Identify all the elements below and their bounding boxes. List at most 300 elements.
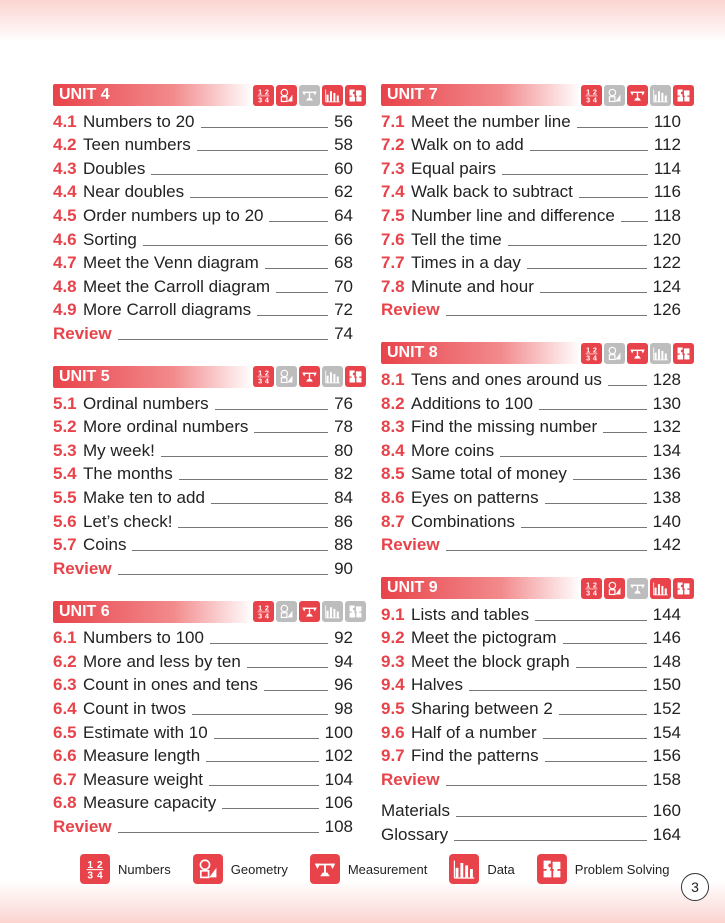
top-gradient-band xyxy=(0,0,725,42)
data-icon xyxy=(322,85,343,106)
lesson-title: Sharing between 2 xyxy=(411,699,553,719)
toc-row-8.4[interactable] xyxy=(381,437,681,461)
toc-row-9.7[interactable] xyxy=(381,743,681,767)
lesson-title: Doubles xyxy=(83,158,146,178)
legend-item-measurement xyxy=(310,854,427,884)
toc-row-5.1[interactable] xyxy=(53,390,353,414)
lesson-number: 9.2 xyxy=(381,628,405,648)
page-ref: 128 xyxy=(652,369,681,389)
leader-line xyxy=(621,221,648,222)
lesson-title: Sorting xyxy=(83,229,137,249)
lesson-title: Measure weight xyxy=(83,769,204,789)
back-matter xyxy=(381,798,681,845)
toc-column-right xyxy=(381,84,681,845)
toc-row-review-unit-7[interactable] xyxy=(381,297,681,321)
lesson-number: 4.2 xyxy=(53,135,77,155)
svg-text:1: 1 xyxy=(258,87,263,97)
page-ref: 150 xyxy=(652,675,681,695)
toc-row-4.9[interactable] xyxy=(53,297,353,321)
lesson-title: More coins xyxy=(411,440,495,460)
leader-line xyxy=(132,550,328,551)
page-ref: 114 xyxy=(653,158,681,178)
leader-line xyxy=(222,808,318,809)
unit-title[interactable]: UNIT 6 xyxy=(53,601,253,623)
unit-section-8 xyxy=(381,342,681,555)
leader-line xyxy=(508,245,647,246)
toc-row-4.6[interactable] xyxy=(53,226,353,250)
unit-section-5 xyxy=(53,366,353,579)
lesson-title: Same total of money xyxy=(411,464,567,484)
leader-line xyxy=(608,385,647,386)
leader-line xyxy=(446,550,647,551)
leader-line xyxy=(247,667,328,668)
toc-row-4.5[interactable] xyxy=(53,202,353,226)
lesson-title: More Carroll diagrams xyxy=(83,300,252,320)
lesson-title: Numbers to 20 xyxy=(83,111,195,131)
toc-row-review-unit-5[interactable] xyxy=(53,555,353,579)
toc-row-5.6[interactable] xyxy=(53,508,353,532)
lesson-number: 7.7 xyxy=(381,253,405,273)
review-label: Review xyxy=(381,535,440,555)
page-ref: 144 xyxy=(652,604,681,624)
leader-line xyxy=(192,714,328,715)
lesson-number: 4.9 xyxy=(53,300,77,320)
page-ref: 152 xyxy=(652,699,681,719)
lesson-title: Meet the block graph xyxy=(411,651,570,671)
unit-title[interactable]: UNIT 4 xyxy=(53,84,253,106)
toc-row-7.2[interactable] xyxy=(381,132,681,156)
lesson-title: Additions to 100 xyxy=(411,393,533,413)
lesson-number: 9.5 xyxy=(381,699,405,719)
measurement-icon xyxy=(627,343,648,364)
lesson-title: Meet the pictogram xyxy=(411,628,557,648)
toc-row-4.8[interactable] xyxy=(53,273,353,297)
page-ref: 100 xyxy=(324,722,353,742)
toc-row-review-unit-8[interactable] xyxy=(381,532,681,556)
lesson-number: 8.5 xyxy=(381,464,405,484)
page-ref: 160 xyxy=(652,801,681,821)
svg-text:4: 4 xyxy=(96,870,103,881)
page-ref: 142 xyxy=(652,535,681,555)
review-label: Review xyxy=(381,300,440,320)
page-ref: 60 xyxy=(334,158,353,178)
lesson-number: 8.3 xyxy=(381,417,405,437)
numbers-icon xyxy=(253,85,274,106)
toc-row-7.5[interactable] xyxy=(381,202,681,226)
lesson-number: 7.8 xyxy=(381,276,405,296)
leader-line xyxy=(118,832,319,833)
lesson-title: My week! xyxy=(83,440,155,460)
unit-section-6 xyxy=(53,601,353,837)
svg-text:3: 3 xyxy=(258,611,263,621)
svg-text:2: 2 xyxy=(592,345,597,355)
leader-line xyxy=(446,785,647,786)
page-ref: 66 xyxy=(334,229,353,249)
svg-text:2: 2 xyxy=(592,580,597,590)
page-ref: 82 xyxy=(334,464,353,484)
lesson-title: Let’s check! xyxy=(83,511,173,531)
lesson-number: 6.6 xyxy=(53,746,77,766)
lesson-number: 9.7 xyxy=(381,746,405,766)
lesson-title: Tell the time xyxy=(411,229,502,249)
toc-row-6.7[interactable] xyxy=(53,766,353,790)
problem-icon xyxy=(673,343,694,364)
page-ref: 96 xyxy=(334,675,353,695)
lesson-title: More ordinal numbers xyxy=(83,417,249,437)
unit-section-9 xyxy=(381,577,681,790)
leader-line xyxy=(215,409,328,410)
lesson-title: Times in a day xyxy=(411,253,521,273)
numbers-icon xyxy=(80,854,110,884)
toc-row-5.5[interactable] xyxy=(53,484,353,508)
toc-row-9.1[interactable] xyxy=(381,601,681,625)
lesson-title: Numbers to 100 xyxy=(83,628,204,648)
page-ref: 130 xyxy=(652,393,681,413)
toc-row-7.6[interactable] xyxy=(381,226,681,250)
leader-line xyxy=(143,245,328,246)
lesson-title: Walk back to subtract xyxy=(411,182,573,202)
lesson-number: 9.6 xyxy=(381,722,405,742)
lesson-number: 9.1 xyxy=(381,604,405,624)
lesson-number: 7.3 xyxy=(381,158,405,178)
toc-row-9.4[interactable] xyxy=(381,672,681,696)
toc-row-4.4[interactable] xyxy=(53,179,353,203)
lesson-title: The months xyxy=(83,464,173,484)
lesson-number: 5.1 xyxy=(53,393,77,413)
leader-line xyxy=(118,339,328,340)
toc-row-6.8[interactable] xyxy=(53,790,353,814)
problem-icon xyxy=(345,85,366,106)
toc-row-6.4[interactable] xyxy=(53,695,353,719)
numbers-icon xyxy=(253,601,274,622)
lesson-number: 5.3 xyxy=(53,440,77,460)
lesson-number: 8.2 xyxy=(381,393,405,413)
leader-line xyxy=(603,432,646,433)
svg-text:3: 3 xyxy=(87,870,94,881)
lesson-number: 6.8 xyxy=(53,793,77,813)
legend-label: Measurement xyxy=(347,861,428,877)
svg-text:1: 1 xyxy=(586,580,591,590)
page-ref: 112 xyxy=(653,135,681,155)
lesson-title: Lists and tables xyxy=(411,604,530,624)
toc-row-5.2[interactable] xyxy=(53,414,353,438)
page-ref: 136 xyxy=(652,464,681,484)
page-ref: 148 xyxy=(652,651,681,671)
lesson-number: 7.2 xyxy=(381,135,405,155)
toc-row-4.3[interactable] xyxy=(53,155,353,179)
leader-line xyxy=(530,150,648,151)
toc-row-review-unit-6[interactable] xyxy=(53,813,353,837)
svg-text:1: 1 xyxy=(258,369,263,379)
page-ref: 146 xyxy=(652,628,681,648)
lesson-number: 4.6 xyxy=(53,229,77,249)
lesson-number: 7.1 xyxy=(381,111,405,131)
toc-row-9.6[interactable] xyxy=(381,719,681,743)
page-ref: 116 xyxy=(653,182,681,202)
lesson-number: 6.3 xyxy=(53,675,77,695)
legend-label: Problem Solving xyxy=(574,861,670,877)
numbers-icon xyxy=(581,578,602,599)
unit-title[interactable]: UNIT 9 xyxy=(381,577,581,599)
lesson-title: Eyes on patterns xyxy=(411,487,539,507)
geometry-icon xyxy=(604,578,625,599)
lesson-number: 4.5 xyxy=(53,205,77,225)
leader-line xyxy=(545,761,647,762)
toc-row-4.1[interactable] xyxy=(53,108,353,132)
toc-row-7.4[interactable] xyxy=(381,179,681,203)
toc-row-9.2[interactable] xyxy=(381,625,681,649)
page-ref: 132 xyxy=(652,417,681,437)
leader-line xyxy=(573,479,647,480)
measurement-icon xyxy=(627,578,648,599)
leader-line xyxy=(206,761,318,762)
unit-header xyxy=(53,366,353,388)
unit-title[interactable]: UNIT 8 xyxy=(381,342,581,364)
page-ref: 126 xyxy=(652,300,681,320)
page-ref: 92 xyxy=(334,628,353,648)
leader-line xyxy=(257,315,328,316)
toc-row-8.3[interactable] xyxy=(381,414,681,438)
toc-row-glossary[interactable] xyxy=(381,821,681,845)
leader-line xyxy=(161,456,328,457)
unit-section-4 xyxy=(53,84,353,344)
lesson-title: Tens and ones around us xyxy=(411,369,602,389)
lesson-number: 4.4 xyxy=(53,182,77,202)
legend-item-data xyxy=(449,854,514,884)
svg-text:2: 2 xyxy=(592,87,597,97)
lesson-title: Estimate with 10 xyxy=(83,722,208,742)
numbers-icon xyxy=(581,85,602,106)
data-icon xyxy=(322,601,343,622)
page-ref: 134 xyxy=(652,440,681,460)
geometry-icon xyxy=(604,343,625,364)
svg-text:2: 2 xyxy=(96,859,103,871)
svg-text:3: 3 xyxy=(258,94,263,104)
page-ref: 124 xyxy=(652,276,681,296)
page-ref: 138 xyxy=(652,487,681,507)
svg-text:4: 4 xyxy=(592,587,597,597)
leader-line xyxy=(265,268,328,269)
lesson-number: 7.6 xyxy=(381,229,405,249)
lesson-title: Order numbers up to 20 xyxy=(83,205,264,225)
svg-text:1: 1 xyxy=(258,603,263,613)
page-ref: 76 xyxy=(334,393,353,413)
lesson-title: Find the patterns xyxy=(411,746,539,766)
lesson-number: 4.1 xyxy=(53,111,77,131)
svg-text:3: 3 xyxy=(258,376,263,386)
lesson-title: Walk on to add xyxy=(411,135,524,155)
toc-row-6.1[interactable] xyxy=(53,625,353,649)
unit-header xyxy=(381,84,681,106)
page-ref: 62 xyxy=(334,182,353,202)
lesson-title: Teen numbers xyxy=(83,135,191,155)
lesson-title: Make ten to add xyxy=(83,487,205,507)
leader-line xyxy=(454,840,647,841)
toc-row-4.7[interactable] xyxy=(53,250,353,274)
page-ref: 78 xyxy=(334,417,353,437)
page-ref: 80 xyxy=(334,440,353,460)
lesson-number: 4.8 xyxy=(53,276,77,296)
lesson-title: Minute and hour xyxy=(411,276,534,296)
lesson-title: Number line and difference xyxy=(411,205,615,225)
toc-row-6.2[interactable] xyxy=(53,648,353,672)
svg-text:3: 3 xyxy=(586,94,591,104)
toc-row-8.5[interactable] xyxy=(381,461,681,485)
page-ref: 84 xyxy=(334,487,353,507)
page-ref: 90 xyxy=(334,558,353,578)
leader-line xyxy=(527,268,647,269)
page-ref: 104 xyxy=(324,769,353,789)
data-icon xyxy=(449,854,479,884)
lesson-title: Equal pairs xyxy=(411,158,497,178)
legend-label: Numbers xyxy=(118,861,171,877)
lesson-title: Coins xyxy=(83,535,127,555)
problem-icon xyxy=(537,854,567,884)
toc-row-review-unit-4[interactable] xyxy=(53,320,353,344)
lesson-title: Meet the Carroll diagram xyxy=(83,276,271,296)
legend-item-geometry xyxy=(193,854,288,884)
lesson-title: Meet the number line xyxy=(411,111,571,131)
toc-row-5.4[interactable] xyxy=(53,461,353,485)
problem-icon xyxy=(345,366,366,387)
review-label: Review xyxy=(53,558,112,578)
toc-row-7.3[interactable] xyxy=(381,155,681,179)
numbers-icon xyxy=(581,343,602,364)
svg-text:3: 3 xyxy=(586,587,591,597)
page-ref: 70 xyxy=(334,276,353,296)
svg-text:4: 4 xyxy=(264,611,269,621)
measurement-icon xyxy=(299,601,320,622)
svg-text:4: 4 xyxy=(264,376,269,386)
legend-item-problem xyxy=(537,854,670,884)
leader-line xyxy=(521,527,647,528)
lesson-title: Count in twos xyxy=(83,699,186,719)
page-ref: 110 xyxy=(653,111,681,131)
svg-text:4: 4 xyxy=(592,353,597,362)
toc-row-4.2[interactable] xyxy=(53,132,353,156)
toc-row-7.1[interactable] xyxy=(381,108,681,132)
lesson-number: 8.4 xyxy=(381,440,405,460)
leader-line xyxy=(276,292,328,293)
page-ref: 98 xyxy=(334,699,353,719)
data-icon xyxy=(650,578,671,599)
unit-topic-icons xyxy=(581,85,694,106)
leader-line xyxy=(178,527,328,528)
toc-row-7.8[interactable] xyxy=(381,273,681,297)
toc-row-9.5[interactable] xyxy=(381,695,681,719)
lesson-number: 6.4 xyxy=(53,699,77,719)
lesson-number: 9.3 xyxy=(381,651,405,671)
unit-header xyxy=(53,84,353,106)
unit-topic-icons xyxy=(581,343,694,364)
svg-text:2: 2 xyxy=(264,87,269,97)
review-label: Review xyxy=(53,817,112,837)
lesson-number: 9.4 xyxy=(381,675,405,695)
lesson-title: More and less by ten xyxy=(83,651,241,671)
measurement-icon xyxy=(627,85,648,106)
toc-row-5.3[interactable] xyxy=(53,437,353,461)
bottom-gradient-band xyxy=(0,881,725,923)
page-ref: 64 xyxy=(334,205,353,225)
lesson-number: 5.2 xyxy=(53,417,77,437)
legend-label: Data xyxy=(487,861,515,877)
leader-line xyxy=(579,197,648,198)
page-ref: 122 xyxy=(652,253,681,273)
svg-text:1: 1 xyxy=(586,345,591,355)
page-ref: 106 xyxy=(324,793,353,813)
numbers-icon xyxy=(253,366,274,387)
leader-line xyxy=(469,690,647,691)
leader-line xyxy=(446,315,647,316)
page-ref: 56 xyxy=(334,111,353,131)
lesson-title: Ordinal numbers xyxy=(83,393,209,413)
lesson-number: 7.5 xyxy=(381,205,405,225)
toc-row-6.5[interactable] xyxy=(53,719,353,743)
toc-row-6.6[interactable] xyxy=(53,743,353,767)
toc-row-9.3[interactable] xyxy=(381,648,681,672)
leader-line xyxy=(211,503,328,504)
leader-line xyxy=(197,150,328,151)
legend-item-numbers xyxy=(80,854,171,884)
lesson-title: Half of a number xyxy=(411,722,537,742)
page-ref: 86 xyxy=(334,511,353,531)
geometry-icon xyxy=(276,366,297,387)
lesson-number: 8.6 xyxy=(381,487,405,507)
leader-line xyxy=(210,643,328,644)
toc-column-left xyxy=(53,84,353,859)
unit-section-7 xyxy=(381,84,681,320)
leader-line xyxy=(539,409,647,410)
lesson-title: Measure length xyxy=(83,746,201,766)
data-icon xyxy=(650,85,671,106)
unit-topic-icons xyxy=(253,366,366,387)
leader-line xyxy=(209,785,319,786)
lesson-number: 7.4 xyxy=(381,182,405,202)
data-icon xyxy=(650,343,671,364)
page-ref: 120 xyxy=(652,229,681,249)
problem-icon xyxy=(673,85,694,106)
topic-legend xyxy=(80,854,691,884)
leader-line xyxy=(201,127,329,128)
svg-text:4: 4 xyxy=(592,94,597,104)
toc-row-5.7[interactable] xyxy=(53,532,353,556)
leader-line xyxy=(545,503,647,504)
lesson-title: Meet the Venn diagram xyxy=(83,253,259,273)
toc-row-materials[interactable] xyxy=(381,798,681,822)
leader-line xyxy=(543,738,647,739)
toc-row-8.1[interactable] xyxy=(381,366,681,390)
toc-row-review-unit-9[interactable] xyxy=(381,766,681,790)
toc-row-8.7[interactable] xyxy=(381,508,681,532)
svg-text:4: 4 xyxy=(264,94,269,104)
toc-row-8.6[interactable] xyxy=(381,484,681,508)
toc-row-6.3[interactable] xyxy=(53,672,353,696)
toc-row-7.7[interactable] xyxy=(381,250,681,274)
lesson-title: Count in ones and tens xyxy=(83,675,258,695)
svg-text:2: 2 xyxy=(264,603,269,613)
leader-line xyxy=(190,197,328,198)
lesson-number: 6.1 xyxy=(53,628,77,648)
lesson-number: 5.4 xyxy=(53,464,77,484)
page-ref: 164 xyxy=(652,825,681,845)
unit-title[interactable]: UNIT 7 xyxy=(381,84,581,106)
leader-line xyxy=(540,292,647,293)
leader-line xyxy=(264,690,328,691)
leader-line xyxy=(577,127,648,128)
unit-title[interactable]: UNIT 5 xyxy=(53,366,253,388)
toc-row-8.2[interactable] xyxy=(381,390,681,414)
page-ref: 102 xyxy=(324,746,353,766)
